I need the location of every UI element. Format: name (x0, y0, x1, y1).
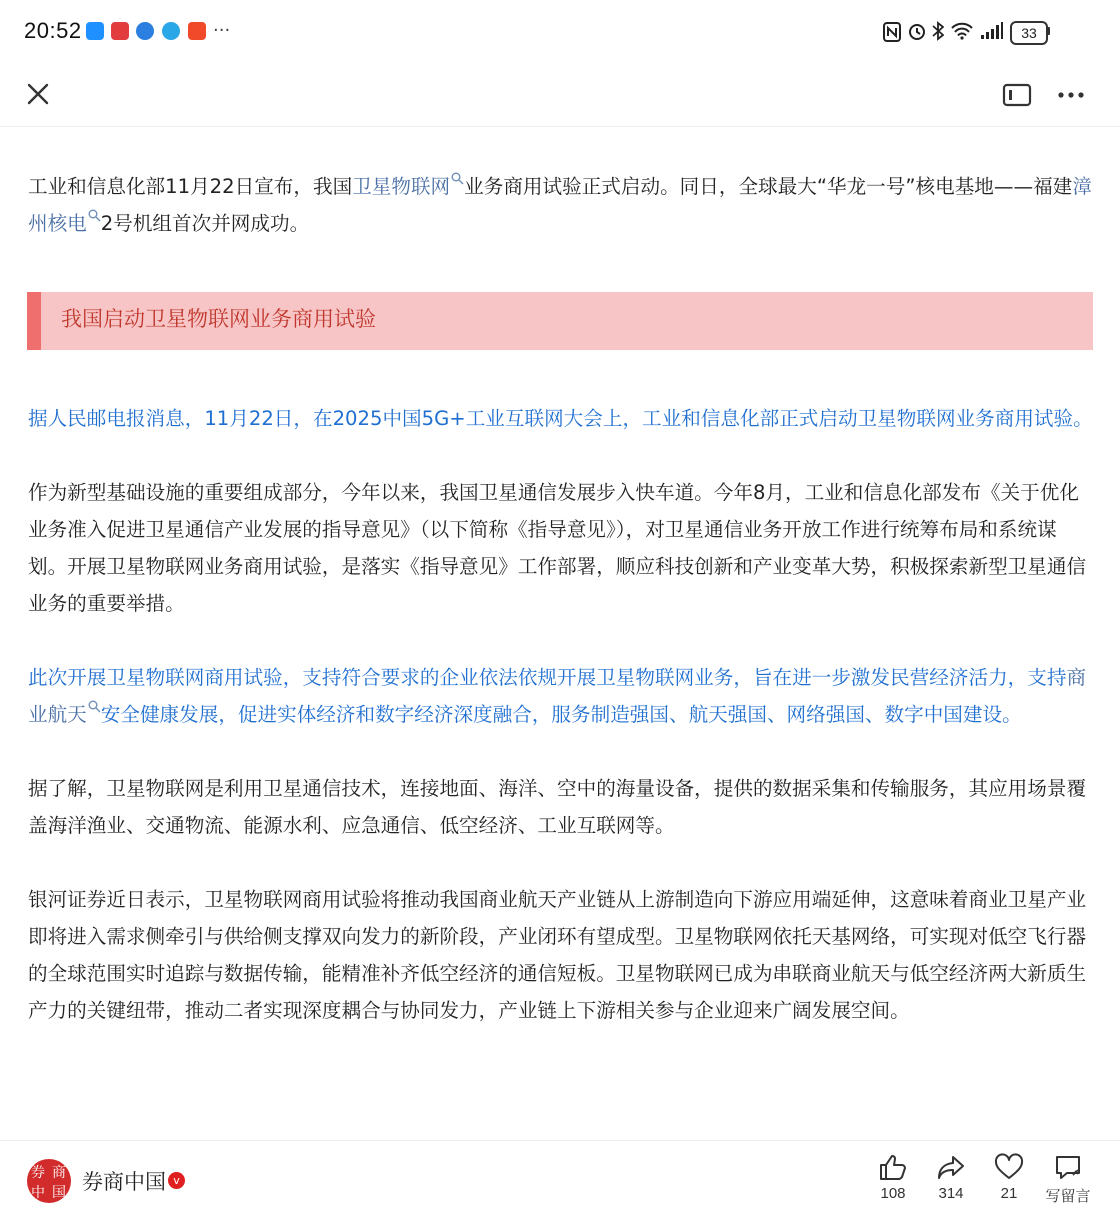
logo-char: 中 (31, 1185, 45, 1201)
search-icon[interactable] (88, 209, 101, 222)
source-name[interactable]: 券商中国 (82, 1170, 166, 1194)
alarm-icon (907, 21, 927, 41)
comment-label: 写留言 (1045, 1188, 1091, 1205)
like-count: 108 (880, 1185, 906, 1202)
search-icon[interactable] (88, 700, 101, 713)
reader-mode-icon (1002, 82, 1032, 108)
search-icon[interactable] (451, 172, 464, 185)
logo-char: 商 (52, 1165, 66, 1181)
text-segment: 业务商用试验正式启动。同日，全球最大“华龙一号”核电基地——福建 (464, 175, 1073, 198)
battery-tip (1047, 27, 1050, 35)
article-paragraph-intro (28, 168, 1094, 242)
wifi-icon (950, 22, 974, 40)
top-navigation-bar (0, 64, 1120, 127)
share-count: 314 (938, 1185, 964, 1202)
battery-indicator: 33 (1010, 21, 1048, 45)
article-paragraph-trial (28, 659, 1094, 733)
article-paragraph-lead: 据人民邮电报消息，11月22日，在2025中国5G+工业互联网大会上，工业和信息化部正式启动卫星物联网业务商用试验。 (28, 407, 1093, 430)
message-notification-icon (86, 22, 104, 40)
favorite-button[interactable] (988, 1153, 1030, 1202)
text-segment: 工业和信息化部11月22日宣布，我国 (28, 175, 353, 198)
link-satellite-iot[interactable]: 卫星物联网 (352, 175, 451, 198)
article-paragraph-analysis: 银河证券近日表示，卫星物联网商用试验将推动我国商业航天产业链从上游制造向下游应用端延伸，这意味着商业卫星产业即将进入需求侧牵引与供给侧支撑双向发力的新阶段，产业闭环有望成型。卫星物联网依托天基网络，可实现对低空飞行器的全球范围实时追踪与数据传输，能精准补齐低空经济的通信短板。卫星物联网已成为串联商业航天与低空经济两大新质生产力的关键纽带，推动二者实现深度耦合与协同发力，产业链上下游相关参与企业迎来广阔发展空间。 (28, 888, 1087, 1022)
send-notification-icon (188, 22, 206, 40)
signal-icon (980, 22, 1004, 40)
status-bar (0, 0, 1120, 64)
bottom-action-bar (0, 1140, 1120, 1221)
nfc-icon (883, 22, 901, 42)
like-button[interactable] (872, 1153, 914, 1202)
app-notification-icon (162, 22, 180, 40)
comment-icon (1053, 1153, 1083, 1181)
share-icon (936, 1153, 966, 1181)
more-notifications-icon: ··· (213, 20, 231, 41)
status-time: 20:52 (24, 18, 82, 43)
comment-button[interactable] (1040, 1153, 1096, 1206)
article-paragraph-background: 作为新型基础设施的重要组成部分，今年以来，我国卫星通信发展步入快车道。今年8月，工业和信息化部发布《关于优化业务准入促进卫星通信产业发展的指导意见》（以下简称《指导意见》），对卫星通信业务开放工作进行统筹布局和系统谋划。开展卫星物联网业务商用试验，是落实《指导意见》工作部署，顺应科技创新和产业变革大势，积极探索新型卫星通信业务的重要举措。 (28, 481, 1087, 615)
close-icon (24, 80, 52, 108)
close-button[interactable] (24, 80, 52, 108)
more-dots-icon (1056, 82, 1086, 108)
text-segment: 此次开展卫星物联网商用试验，支持符合要求的企业依法依规开展卫星物联网业务，旨在进一步激发民营经济活力，支持 (28, 666, 1067, 689)
article-paragraph-explain: 据了解，卫星物联网是利用卫星通信技术，连接地面、海洋、空中的海量设备，提供的数据采集和传输服务，其应用场景覆盖海洋渔业、交通物流、能源水利、应急通信、低空经济、工业互联网等。 (28, 777, 1087, 837)
logo-char: 国 (52, 1185, 66, 1201)
thumbs-up-icon (878, 1153, 908, 1181)
article-body-continued (28, 400, 1094, 1029)
source-logo[interactable] (27, 1159, 71, 1203)
mail-notification-icon (111, 22, 129, 40)
text-segment: 2号机组首次并网成功。 (100, 212, 310, 235)
link-commercial-aerospace[interactable]: 商业航天 (28, 666, 1087, 726)
logo-char: 券 (31, 1165, 45, 1181)
section-heading: 我国启动卫星物联网业务商用试验 (61, 307, 376, 331)
browser-notification-icon (136, 22, 154, 40)
section-heading-box (27, 292, 1093, 350)
heart-icon (994, 1153, 1024, 1181)
link-zhangzhou-nuclear[interactable]: 漳州核电 (28, 175, 1092, 235)
text-segment: 安全健康发展，促进实体经济和数字经济深度融合，服务制造强国、航天强国、网络强国、数字中国建设。 (100, 703, 1022, 726)
more-options-button[interactable] (1056, 82, 1086, 108)
reader-mode-button[interactable] (1002, 82, 1032, 108)
verified-badge: v (168, 1172, 185, 1189)
share-button[interactable] (930, 1153, 972, 1202)
article-body (28, 168, 1094, 242)
bluetooth-icon (932, 21, 944, 41)
favorite-count: 21 (1000, 1185, 1018, 1202)
